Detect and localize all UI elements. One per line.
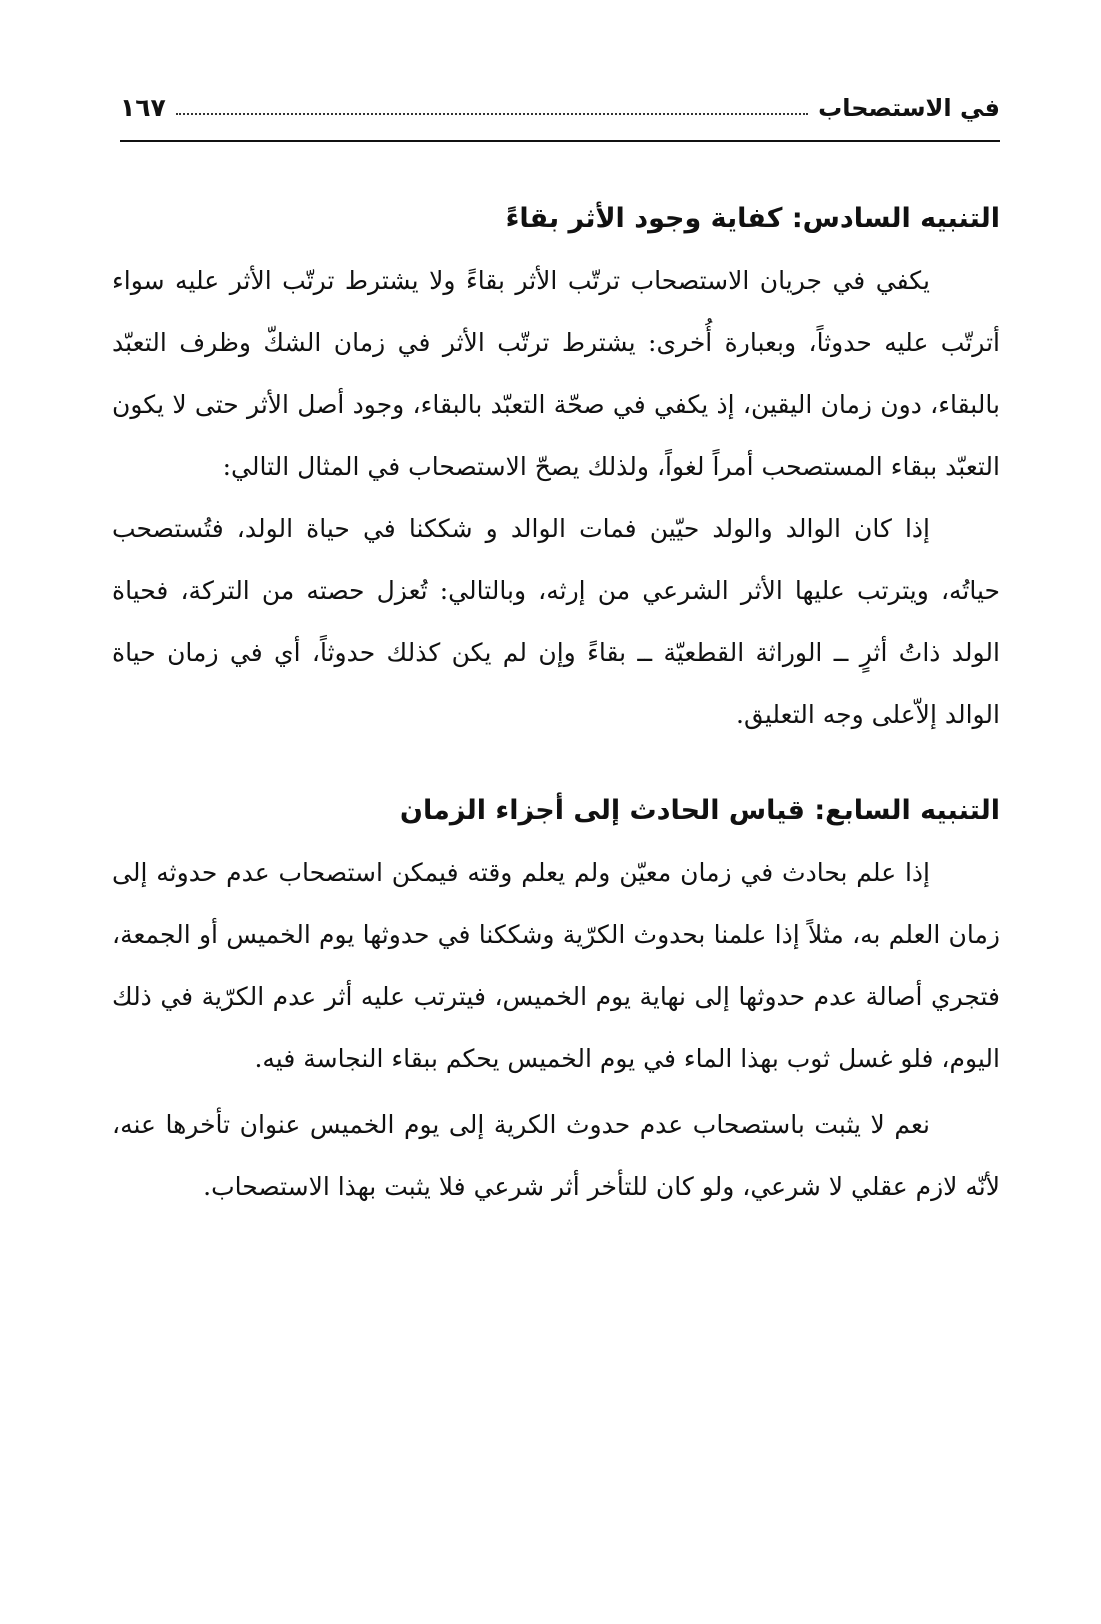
header-rule	[120, 140, 1000, 142]
running-header	[120, 72, 1000, 128]
page-body	[112, 188, 1000, 1218]
section-heading: التنبيه السابع: قياس الحادث إلى أجزاء الزمان	[399, 795, 1000, 826]
paragraph: إذا علم بحادث في زمان معيّن ولم يعلم وقته فيمكن استصحاب عدم حدوثه إلى زمان العلم به، مثلاً إذا علمنا بحدوث الكرّية وشككنا في حدوثها يوم الخميس أو الجمعة، فتجري أصالة عدم حدوثها إلى نهاية يوم الخميس، فيترتب عليه أثر عدم الكرّية في ذلك اليوم، فلو غسل ثوب بهذا الماء في يوم الخميس يحكم ببقاء النجاسة فيه.	[112, 858, 1000, 1073]
page-number: ١٦٧	[120, 93, 166, 122]
section-heading: التنبيه السادس: كفاية وجود الأثر بقاءً	[505, 203, 1000, 234]
running-title: في الاستصحاب	[818, 94, 1000, 122]
paragraph: إذا كان الوالد والولد حيّين فمات الوالد و شككنا في حياة الولد، فتُستصحب حياتُه، ويترتب عليها الأثر الشرعي من إرثه، وبالتالي: تُعزل حصته من التركة، فحياة الولد ذاتُ أثرٍ ــ الوراثة القطعيّة ــ بقاءً وإن لم يكن كذلك حدوثاً، أي في زمان حياة الوالد إلاّعلى وجه التعليق.	[112, 514, 1000, 729]
paragraph: نعم لا يثبت باستصحاب عدم حدوث الكرية إلى يوم الخميس عنوان تأخرها عنه، لأنّه لازم عقلي لا شرعي، ولو كان للتأخر أثر شرعي فلا يثبت بهذا الاستصحاب.	[112, 1110, 1000, 1201]
dotted-leader	[176, 113, 808, 115]
section-spacer	[112, 746, 1000, 780]
paragraph: يكفي في جريان الاستصحاب ترتّب الأثر بقاءً ولا يشترط ترتّب الأثر عليه سواء أترتّب عليه حدوثاً، وبعبارة أُخرى: يشترط ترتّب الأثر في زمان الشكّ وظرف التعبّد بالبقاء، دون زمان اليقين، إذ يكفي في صحّة التعبّد بالبقاء، وجود أصل الأثر حتى لا يكون التعبّد ببقاء المستصحب أمراً لغواً، ولذلك يصحّ الاستصحاب في المثال التالي:	[112, 266, 1000, 481]
